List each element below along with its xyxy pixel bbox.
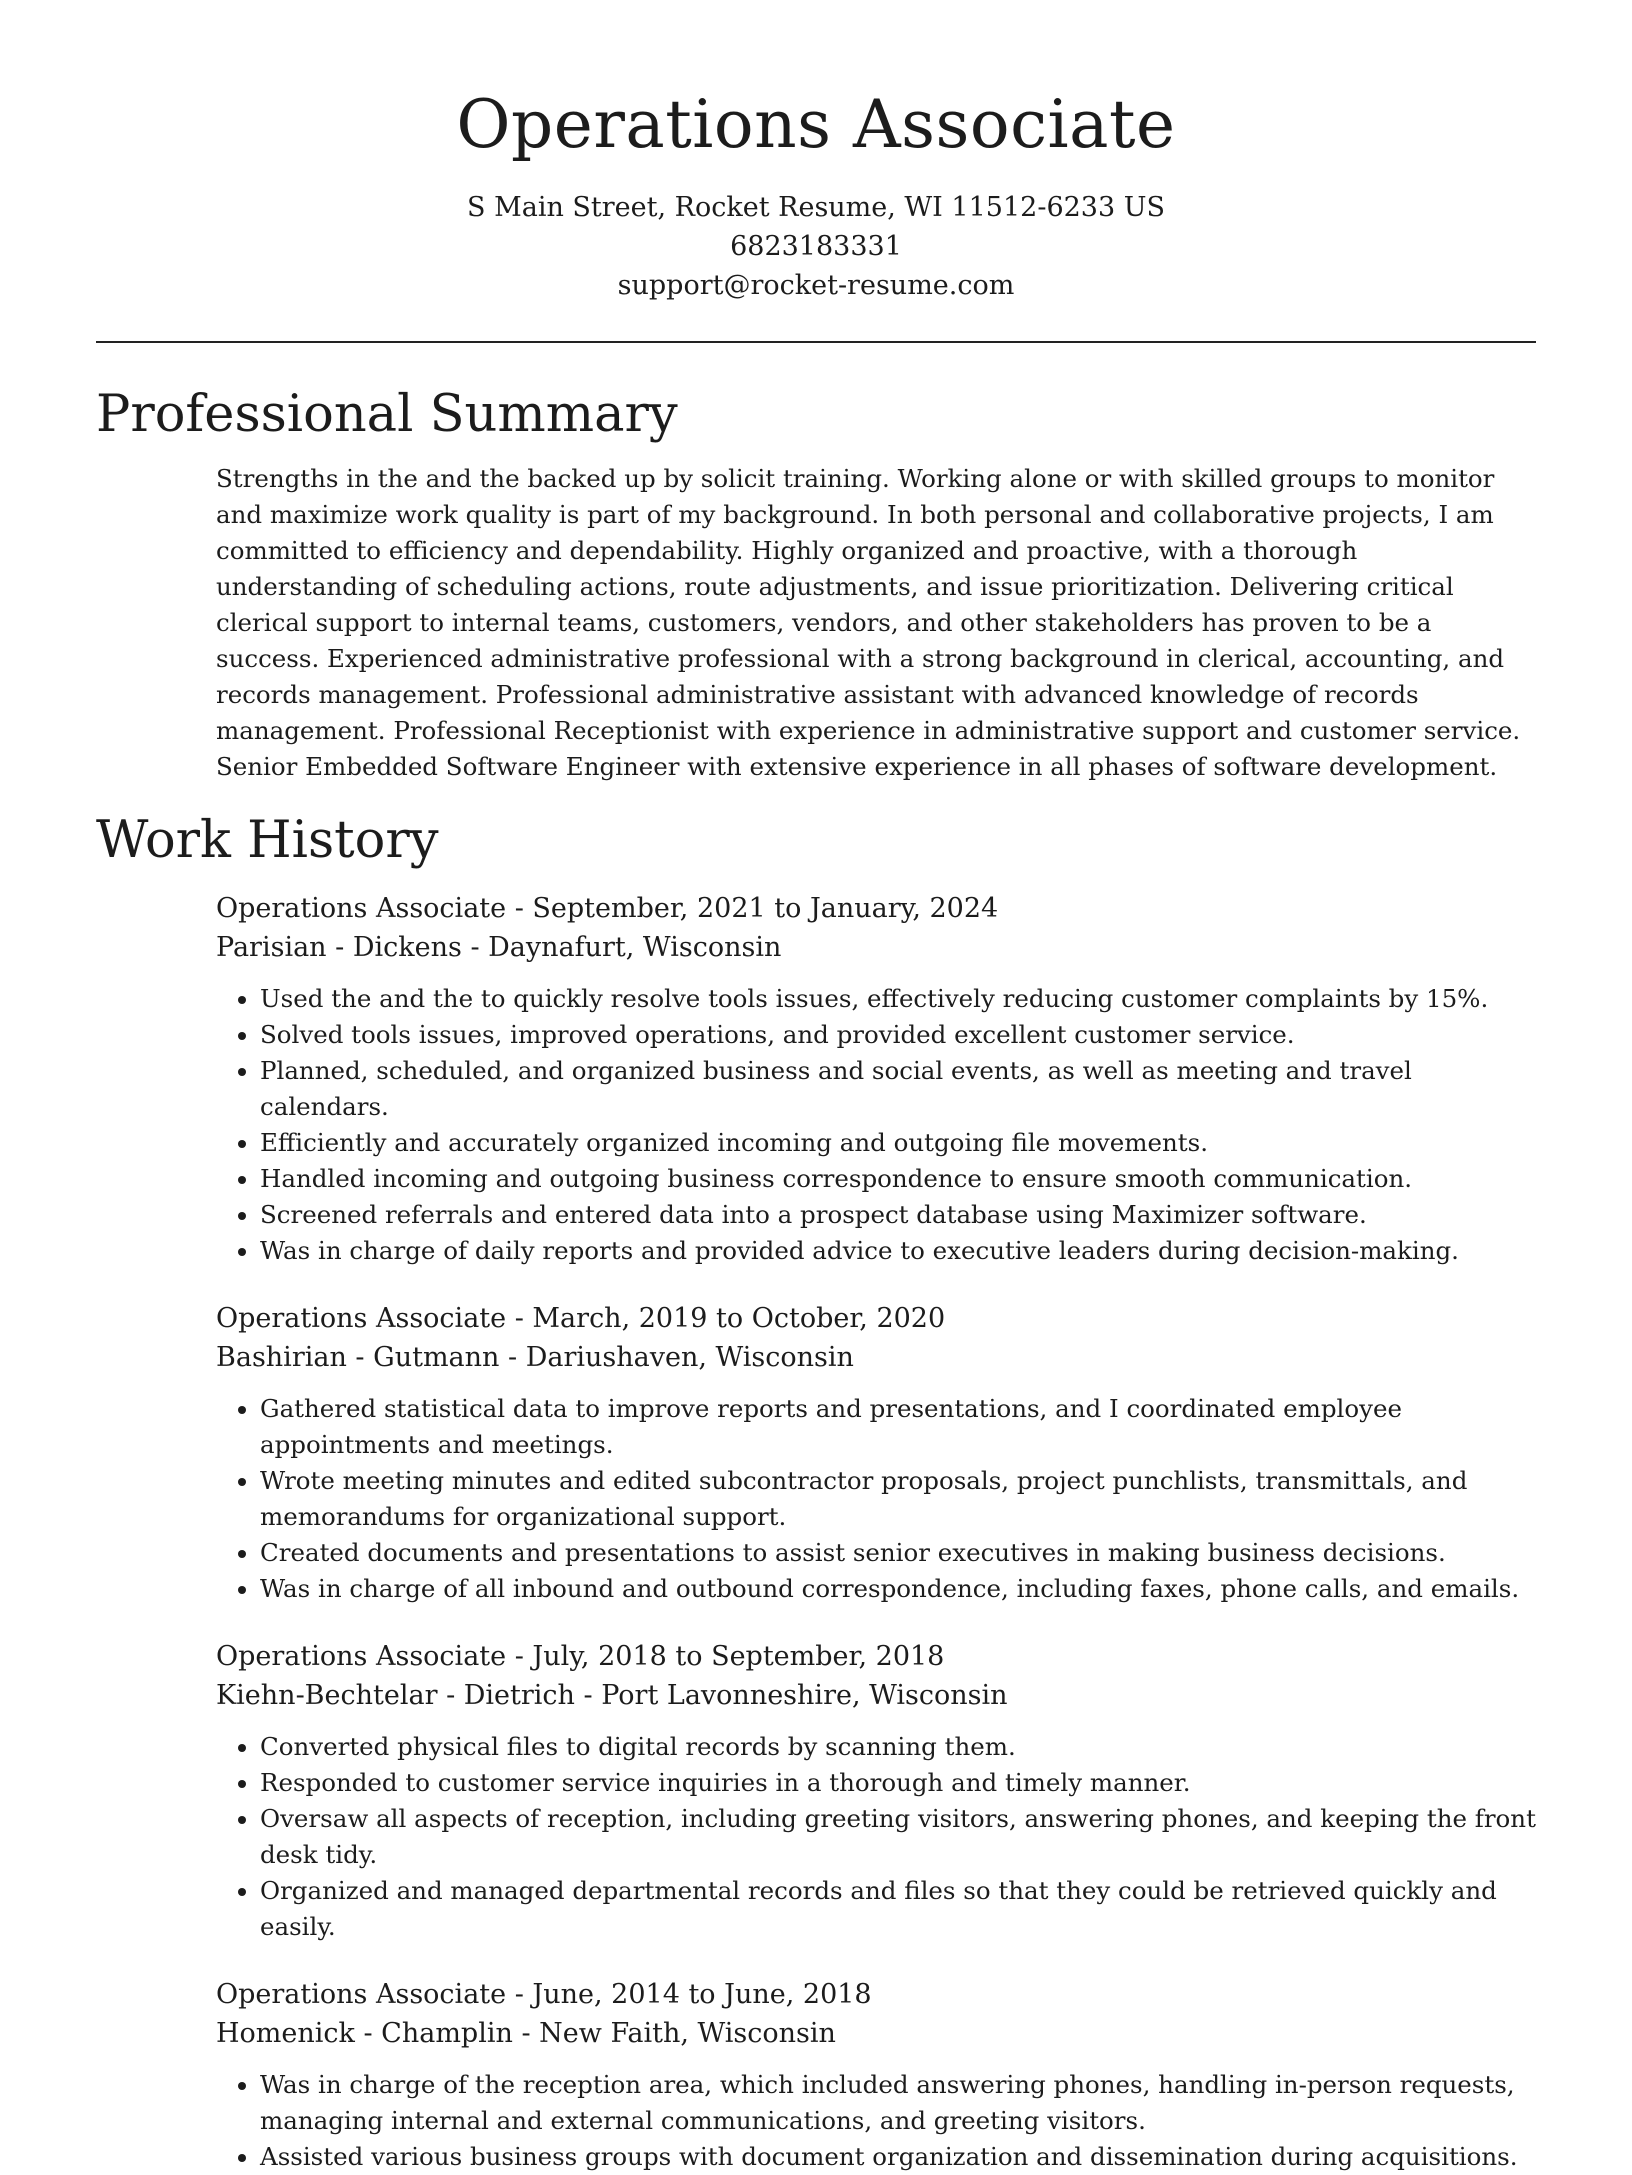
job-bullets xyxy=(216,1391,1536,1607)
job-title-line xyxy=(216,1975,1536,2014)
phone-line: 6823183331 xyxy=(730,231,902,262)
job-role: Operations Associate xyxy=(216,1979,507,2010)
work-history-heading: Work History xyxy=(96,811,439,870)
job-company-line xyxy=(216,928,1536,967)
job-entry xyxy=(216,1299,1536,1607)
job-bullet: • Screened referrals and entered data into a prospect database using Maximizer software. xyxy=(260,1197,1536,1233)
job-title-line xyxy=(216,1299,1536,1338)
work-history-list xyxy=(216,889,1536,2175)
job-bullet: • Planned, scheduled, and organized business and social events, as well as meeting and travel calendars. xyxy=(260,1053,1536,1125)
resume-page xyxy=(96,0,1536,2175)
job-role: Operations Associate xyxy=(216,893,507,924)
job-dates: - September, 2021 to January, 2024 xyxy=(506,893,999,924)
resume-header xyxy=(96,0,1536,305)
job-bullets xyxy=(216,981,1536,1269)
job-company: Kiehn-Bechtelar - Dietrich xyxy=(216,1680,575,1711)
job-bullet: • Converted physical files to digital records by scanning them. xyxy=(260,1729,1536,1765)
job-bullet: • Created documents and presentations to assist senior executives in making business decisions. xyxy=(260,1535,1536,1571)
job-bullet: • Was in charge of the reception area, which included answering phones, handling in-person requests, managing internal and external communications, and greeting visitors. xyxy=(260,2067,1536,2139)
summary-paragraph: Strengths in the and the backed up by solicit training. Working alone or with skilled groups to monitor and maximize work quality is part of my background. In both personal and collaborative projects, I am committed to efficiency and dependability. Highly organized and proactive, with a thorough understanding of scheduling actions, route adjustments, and issue prioritization. Delivering critical clerical support to internal teams, customers, vendors, and other stakeholders has proven to be a success. Experienced administrative professional with a strong background in clerical, accounting, and records management. Professional administrative assistant with advanced knowledge of records management. Professional Receptionist with experience in administrative support and customer service. Senior Embedded Software Engineer with extensive experience in all phases of software development. xyxy=(216,464,1521,781)
job-bullet: • Oversaw all aspects of reception, including greeting visitors, answering phones, and keeping the front desk tidy. xyxy=(260,1801,1536,1873)
job-title-line xyxy=(216,1637,1536,1676)
job-bullet: • Solved tools issues, improved operations, and provided excellent customer service. xyxy=(260,1017,1536,1053)
job-bullet: • Wrote meeting minutes and edited subcontractor proposals, project punchlists, transmittals, and memorandums for organizational support. xyxy=(260,1463,1536,1535)
job-bullet: • Efficiently and accurately organized incoming and outgoing file movements. xyxy=(260,1125,1536,1161)
job-entry xyxy=(216,889,1536,1269)
email-line: support@rocket-resume.com xyxy=(617,270,1015,301)
job-bullet: • Gathered statistical data to improve reports and presentations, and I coordinated employee appointments and meetings. xyxy=(260,1391,1536,1463)
job-bullets xyxy=(216,1729,1536,1945)
job-company: Bashirian - Gutmann xyxy=(216,1342,500,1373)
header-divider xyxy=(96,341,1536,343)
job-location: - Dariushaven, Wisconsin xyxy=(499,1342,854,1373)
job-title-line xyxy=(216,889,1536,928)
job-company-line xyxy=(216,1676,1536,1715)
job-bullet: • Used the and the to quickly resolve tools issues, effectively reducing customer complaints by 15%. xyxy=(260,981,1536,1017)
job-entry xyxy=(216,1975,1536,2175)
job-location: - New Faith, Wisconsin xyxy=(512,2018,836,2049)
job-company: Homenick - Champlin xyxy=(216,2018,513,2049)
contact-info xyxy=(96,188,1536,305)
job-location: - Port Lavonneshire, Wisconsin xyxy=(574,1680,1008,1711)
applicant-title: Operations Associate xyxy=(456,86,1176,163)
job-bullet: • Organized and managed departmental records and files so that they could be retrieved quickly and easily. xyxy=(260,1873,1536,1945)
job-bullet: • Responded to customer service inquiries in a thorough and timely manner. xyxy=(260,1765,1536,1801)
job-dates: - June, 2014 to June, 2018 xyxy=(506,1979,872,2010)
address-line: S Main Street, Rocket Resume, WI 11512-6233 US xyxy=(467,192,1165,223)
job-role: Operations Associate xyxy=(216,1641,507,1672)
job-bullet: • Was in charge of all inbound and outbound correspondence, including faxes, phone calls, and emails. xyxy=(260,1571,1536,1607)
job-company: Parisian - Dickens xyxy=(216,932,462,963)
job-bullet: • Assisted various business groups with document organization and dissemination during acquisitions. xyxy=(260,2139,1536,2175)
job-dates: - July, 2018 to September, 2018 xyxy=(506,1641,945,1672)
job-role: Operations Associate xyxy=(216,1303,507,1334)
job-company-line xyxy=(216,1338,1536,1377)
job-company-line xyxy=(216,2014,1536,2053)
job-entry xyxy=(216,1637,1536,1945)
summary-heading: Professional Summary xyxy=(96,385,678,444)
job-bullet: • Was in charge of daily reports and provided advice to executive leaders during decision-making. xyxy=(260,1233,1536,1269)
job-bullets xyxy=(216,2067,1536,2175)
job-dates: - March, 2019 to October, 2020 xyxy=(506,1303,946,1334)
job-location: - Daynafurt, Wisconsin xyxy=(461,932,782,963)
job-bullet: • Handled incoming and outgoing business correspondence to ensure smooth communication. xyxy=(260,1161,1536,1197)
